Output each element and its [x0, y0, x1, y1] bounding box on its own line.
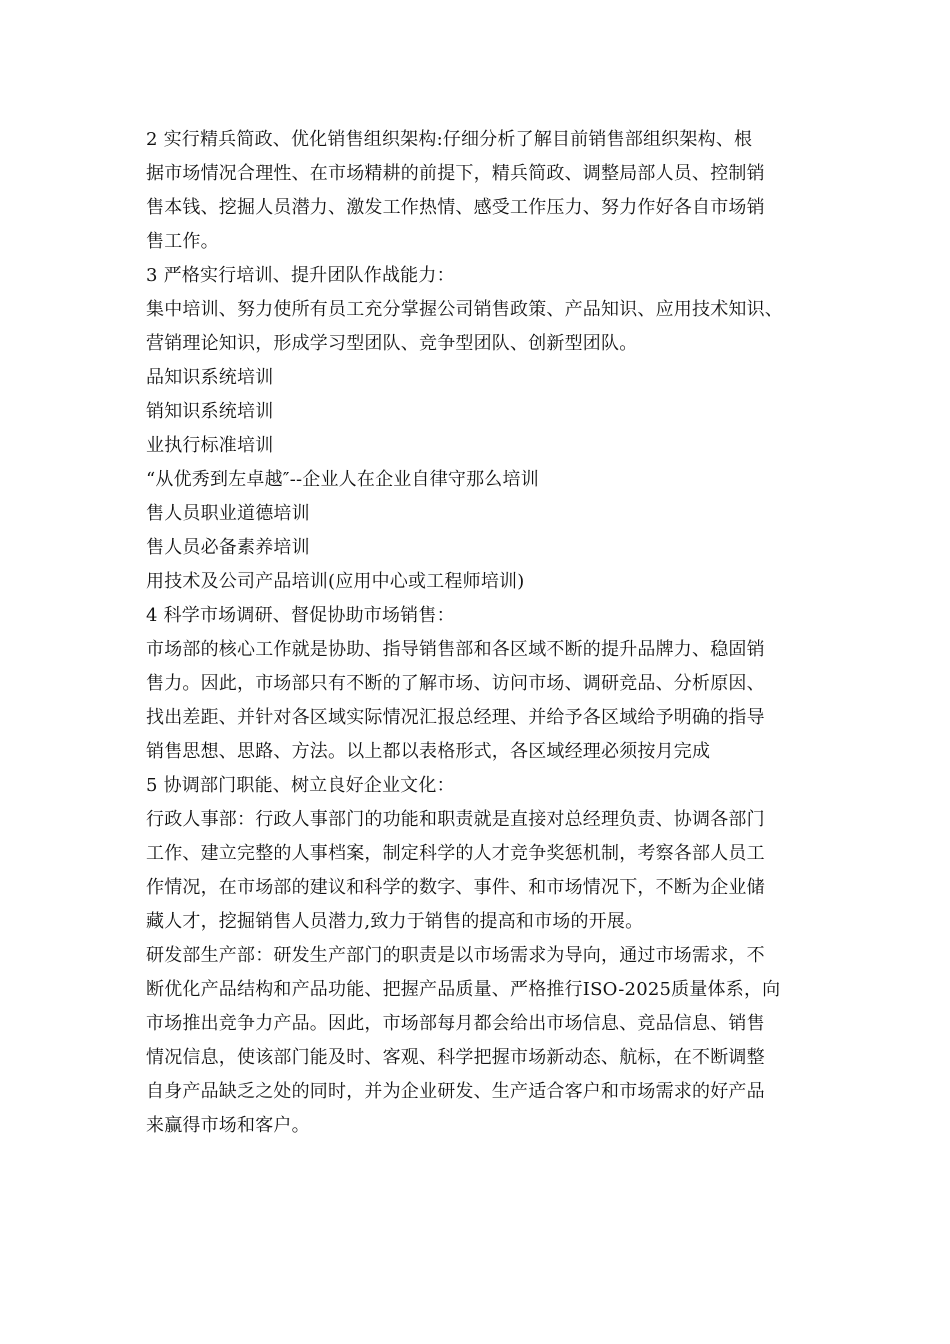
document-body — [146, 123, 826, 1143]
section-heading: 3 严格实行培训、提升团队作战能力： — [146, 265, 455, 286]
text-line: 集中培训、努力使所有员工充分掌握公司销售政策、产品知识、应用技术知识、 — [146, 299, 783, 320]
text-line: 2 实行精兵简政、优化销售组织架构:仔细分析了解目前销售部组织架构、根 — [146, 129, 753, 150]
text-line: 来赢得市场和客户。 — [146, 1115, 310, 1136]
text-line: 售力。因此，市场部只有不断的了解市场、访问市场、调研竞品、分析原因、 — [146, 673, 765, 694]
text-line: 情况信息，使该部门能及时、客观、科学把握市场新动态、航标，在不断调整 — [146, 1047, 765, 1068]
text-line: 市场推出竞争力产品。因此，市场部每月都会给出市场信息、竞品信息、销售 — [146, 1013, 765, 1034]
section-heading: 4 科学市场调研、督促协助市场销售： — [146, 605, 455, 626]
text-line: 营销理论知识，形成学习型团队、竞争型团队、创新型团队。 — [146, 333, 638, 354]
text-line: 断优化产品结构和产品功能、把握产品质量、严格推行ISO-2025质量体系，向 — [146, 979, 781, 1000]
text-line: 售本钱、挖掘人员潜力、激发工作热情、感受工作压力、努力作好各自市场销 — [146, 197, 765, 218]
section-heading: 5 协调部门职能、树立良好企业文化： — [146, 775, 455, 796]
list-item: 品知识系统培训 — [146, 367, 274, 388]
text-line: 作情况，在市场部的建议和科学的数字、事件、和市场情况下，不断为企业储 — [146, 877, 765, 898]
text-line: 找出差距、并针对各区域实际情况汇报总经理、并给予各区域给予明确的指导 — [146, 707, 765, 728]
list-item: 业执行标准培训 — [146, 435, 274, 456]
text-line: 据市场情况合理性、在市场精耕的前提下，精兵简政、调整局部人员、控制销 — [146, 163, 765, 184]
text-line: 工作、建立完整的人事档案，制定科学的人才竞争奖惩机制，考察各部人员工 — [146, 843, 765, 864]
text-line: 研发部生产部：研发生产部门的职责是以市场需求为导向，通过市场需求，不 — [146, 945, 765, 966]
text-line: 行政人事部：行政人事部门的功能和职责就是直接对总经理负责、协调各部门 — [146, 809, 765, 830]
text-line: 售工作。 — [146, 231, 219, 252]
text-line: 自身产品缺乏之处的同时，并为企业研发、生产适合客户和市场需求的好产品 — [146, 1081, 765, 1102]
list-item: “从优秀到左卓越″--企业人在企业自律守那么培训 — [146, 469, 539, 490]
list-item: 售人员必备素养培训 — [146, 537, 310, 558]
list-item: 用技术及公司产品培训(应用中心或工程师培训) — [146, 571, 525, 592]
list-item: 售人员职业道德培训 — [146, 503, 310, 524]
text-line: 销售思想、思路、方法。以上都以表格形式，各区域经理必须按月完成 — [146, 741, 711, 762]
list-item: 销知识系统培训 — [146, 401, 274, 422]
text-line: 藏人才，挖掘销售人员潜力,致力于销售的提高和市场的开展。 — [146, 911, 644, 932]
text-line: 市场部的核心工作就是协助、指导销售部和各区域不断的提升品牌力、稳固销 — [146, 639, 765, 660]
